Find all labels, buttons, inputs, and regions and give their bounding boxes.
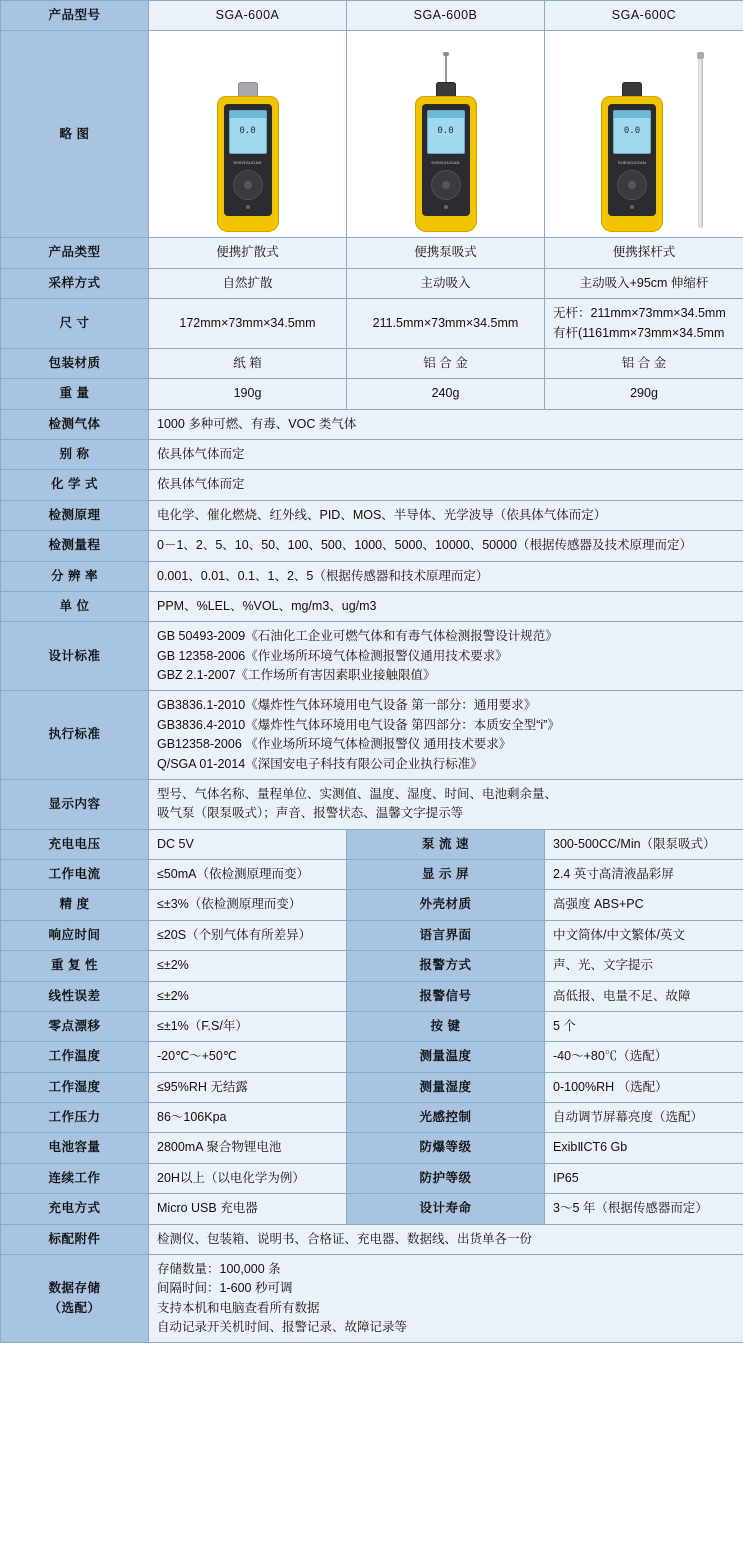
row-label-data-storage-line2: （选配） [48,1300,101,1315]
execution-standard-line4: Q/SGA 01-2014《深国安电子科技有限公司企业执行标准》 [157,756,483,771]
diffusion-detector-icon [157,36,338,232]
weight-c: 290g [545,379,743,409]
formula-value: 依具体气体而定 [149,470,743,500]
design-standard-line2: GB 12358-2006《作业场所环境气体检测报警仪通用技术要求》 [157,648,508,663]
detected-gas-value: 1000 多种可燃、有毒、VOC 类气体 [149,409,743,439]
continuous-work-value: 20H以上（以电化学为例） [149,1163,347,1193]
row-label-explosion-proof: 防爆等级 [347,1133,545,1163]
sampling-c: 主动吸入+95cm 伸缩杆 [545,268,743,298]
row-label-data-storage-line1: 数据存储 [48,1281,101,1296]
row-label-measure-humidity: 测量湿度 [347,1072,545,1102]
size-c [545,299,743,349]
data-storage-line2: 间隔时间：1-600 秒可调 [157,1281,293,1296]
packing-b: 铝 合 金 [347,348,545,378]
design-standard-line1: GB 50493-2009《石油化工企业可燃气体和有毒气体检测报警设计规范》 [157,629,558,644]
row-label-formula: 化 学 式 [1,470,149,500]
row-label-response-time: 响应时间 [1,920,149,950]
row-label-design-standard: 设计标准 [1,622,149,691]
device-brand-a: SHENGUOAN [233,160,262,166]
sampling-a: 自然扩散 [149,268,347,298]
weight-b: 240g [347,379,545,409]
table-row-pair-4 [1,920,743,950]
product-type-a: 便携扩散式 [149,238,347,268]
working-temperature-value: -20℃～+50℃ [149,1042,347,1072]
data-storage-line1: 存储数量：100,000 条 [157,1261,281,1276]
table-row-detected-gas [1,409,743,439]
table-row-pair-12 [1,1163,743,1193]
accuracy-value: ≤±3%（依检测原理而变） [149,890,347,920]
range-value: 0－1、2、5、10、50、100、500、1000、5000、10000、50000（根据传感器及技术原理而定） [149,531,743,561]
row-label-detected-gas: 检测气体 [1,409,149,439]
execution-standard-line2: GB3836.4-2010《爆炸性气体环境用电气设备 第四部分：本质安全型“i”》 [157,717,560,732]
device-brand-c: SHENGUOAN [617,160,647,166]
device-brand-b: SHENGUOAN [431,160,460,166]
zero-drift-value: ≤±1%（F.S/年） [149,1011,347,1041]
row-label-working-pressure: 工作压力 [1,1103,149,1133]
table-row-size [1,299,743,349]
principle-value: 电化学、催化燃烧、红外线、PID、MOS、半导体、光学波导（依具体气体而定） [149,500,743,530]
row-label-alarm-signal: 报警信号 [347,981,545,1011]
execution-standard-value [149,691,743,780]
device-readout-b: 0.0 [437,126,454,137]
row-label-alarm-mode: 报警方式 [347,951,545,981]
row-label-measure-temperature: 测量温度 [347,1042,545,1072]
row-label-accuracy: 精 度 [1,890,149,920]
row-label-design-life: 设计寿命 [347,1194,545,1224]
repeatability-value: ≤±2% [149,951,347,981]
table-row-product-type [1,238,743,268]
row-label-display-content: 显示内容 [1,779,149,829]
row-label-unit: 单 位 [1,591,149,621]
alarm-mode-value: 声、光、文字提示 [545,951,743,981]
table-row-pair-7 [1,1011,743,1041]
diagram-cell-b [347,31,545,238]
table-row-pair-9 [1,1072,743,1102]
display-content-line2: 吸气泵（限泵吸式）；声音、报警状态、温馨文字提示等 [157,806,464,821]
charge-voltage-value: DC 5V [149,829,347,859]
product-type-c: 便携探杆式 [545,238,743,268]
row-label-sampling: 采样方式 [1,268,149,298]
table-row-unit [1,591,743,621]
keys-value: 5 个 [545,1011,743,1041]
row-label-range: 检测量程 [1,531,149,561]
table-row-alias [1,440,743,470]
row-label-charge-voltage: 充电电压 [1,829,149,859]
table-row-accessories [1,1224,743,1254]
table-row-pair-11 [1,1133,743,1163]
row-label-shell-material: 外壳材质 [347,890,545,920]
table-row-pair-5 [1,951,743,981]
row-label-protection-grade: 防护等级 [347,1163,545,1193]
row-label-zero-drift: 零点漂移 [1,1011,149,1041]
table-row-formula [1,470,743,500]
table-row-display-content [1,779,743,829]
alarm-signal-value: 高低报、电量不足、故障 [545,981,743,1011]
row-label-display-screen: 显 示 屏 [347,860,545,890]
table-body [1,1,743,1343]
size-b: 211.5mm×73mm×34.5mm [347,299,545,349]
row-label-continuous-work: 连续工作 [1,1163,149,1193]
display-content-line1: 型号、气体名称、量程单位、实测值、温度、湿度、时间、电池剩余量、 [157,786,558,801]
packing-c: 铝 合 金 [545,348,743,378]
row-label-data-storage [1,1254,149,1343]
device-readout-a: 0.0 [239,126,256,137]
data-storage-value [149,1254,743,1343]
working-humidity-value: ≤95%RH 无结露 [149,1072,347,1102]
alias-value: 依具体气体而定 [149,440,743,470]
size-c-line1: 无杆：211mm×73mm×34.5mm [553,306,726,321]
design-life-value: 3～5 年（根据传感器而定） [545,1194,743,1224]
size-c-line2: 有杆(1161mm×73mm×34.5mm [553,325,725,340]
row-label-working-humidity: 工作湿度 [1,1072,149,1102]
row-label-repeatability: 重 复 性 [1,951,149,981]
size-a: 172mm×73mm×34.5mm [149,299,347,349]
row-label-weight: 重 量 [1,379,149,409]
battery-capacity-value: 2800mA 聚合物锂电池 [149,1133,347,1163]
row-label-size: 尺 寸 [1,299,149,349]
table-row-weight [1,379,743,409]
linearity-error-value: ≤±2% [149,981,347,1011]
resolution-value: 0.001、0.01、0.1、1、2、5（根据传感器和技术原理而定） [149,561,743,591]
table-row-pair-3 [1,890,743,920]
working-current-value: ≤50mA（依检测原理而变） [149,860,347,890]
row-label-working-temperature: 工作温度 [1,1042,149,1072]
row-label-alias: 别 称 [1,440,149,470]
probe-detector-icon [553,36,735,232]
data-storage-line3: 支持本机和电脑查看所有数据 [157,1300,320,1315]
row-label-model: 产品型号 [1,1,149,31]
pump-flow-value: 300-500CC/Min（限泵吸式） [545,829,743,859]
protection-grade-value: IP65 [545,1163,743,1193]
row-label-resolution: 分 辨 率 [1,561,149,591]
table-row-range [1,531,743,561]
design-standard-line3: GBZ 2.1-2007《工作场所有害因素职业接触限值》 [157,668,436,682]
sampling-b: 主动吸入 [347,268,545,298]
row-label-pump-flow: 泵 流 速 [347,829,545,859]
explosion-proof-value: ExibⅡCT6 Gb [545,1133,743,1163]
table-row-execution-standard [1,691,743,780]
table-row-packing [1,348,743,378]
light-control-value: 自动调节屏幕亮度（选配） [545,1103,743,1133]
table-row-pair-2 [1,860,743,890]
table-row-pair-1 [1,829,743,859]
row-label-diagram: 略 图 [1,31,149,238]
shell-material-value: 高强度 ABS+PC [545,890,743,920]
measure-temperature-value: -40～+80℃（选配） [545,1042,743,1072]
diagram-cell-c [545,31,743,238]
display-screen-value: 2.4 英寸高清液晶彩屏 [545,860,743,890]
row-label-principle: 检测原理 [1,500,149,530]
data-storage-line4: 自动记录开关机时间、报警记录、故障记录等 [157,1320,408,1334]
working-pressure-value: 86～106Kpa [149,1103,347,1133]
row-label-language: 语言界面 [347,920,545,950]
model-a: SGA-600A [149,1,347,31]
row-label-battery-capacity: 电池容量 [1,1133,149,1163]
row-label-product-type: 产品类型 [1,238,149,268]
row-label-keys: 按 键 [347,1011,545,1041]
table-row-pair-10 [1,1103,743,1133]
packing-a: 纸 箱 [149,348,347,378]
table-row-data-storage [1,1254,743,1343]
table-row-principle [1,500,743,530]
weight-a: 190g [149,379,347,409]
execution-standard-line3: GB12358-2006 《作业场所环境气体检测报警仪 通用技术要求》 [157,737,512,752]
pump-detector-icon [355,36,536,232]
row-label-working-current: 工作电流 [1,860,149,890]
table-row-pair-6 [1,981,743,1011]
table-row-pair-13 [1,1194,743,1224]
row-label-execution-standard: 执行标准 [1,691,149,780]
model-b: SGA-600B [347,1,545,31]
table-row-diagram [1,31,743,238]
row-label-charge-mode: 充电方式 [1,1194,149,1224]
unit-value: PPM、%LEL、%VOL、mg/m3、ug/m3 [149,591,743,621]
language-value: 中文简体/中文繁体/英文 [545,920,743,950]
design-standard-value [149,622,743,691]
table-row-resolution [1,561,743,591]
row-label-accessories: 标配附件 [1,1224,149,1254]
row-label-linearity-error: 线性误差 [1,981,149,1011]
response-time-value: ≤20S（个别气体有所差异） [149,920,347,950]
device-readout-c: 0.0 [623,126,641,137]
table-row-design-standard [1,622,743,691]
table-row-pair-8 [1,1042,743,1072]
measure-humidity-value: 0-100%RH （选配） [545,1072,743,1102]
charge-mode-value: Micro USB 充电器 [149,1194,347,1224]
diagram-cell-a [149,31,347,238]
table-row-model [1,1,743,31]
display-content-value [149,779,743,829]
product-type-b: 便携泵吸式 [347,238,545,268]
accessories-value: 检测仪、包装箱、说明书、合格证、充电器、数据线、出货单各一份 [149,1224,743,1254]
row-label-packing: 包装材质 [1,348,149,378]
row-label-light-control: 光感控制 [347,1103,545,1133]
model-c: SGA-600C [545,1,743,31]
execution-standard-line1: GB3836.1-2010《爆炸性气体环境用电气设备 第一部分：通用要求》 [157,698,537,713]
table-row-sampling [1,268,743,298]
